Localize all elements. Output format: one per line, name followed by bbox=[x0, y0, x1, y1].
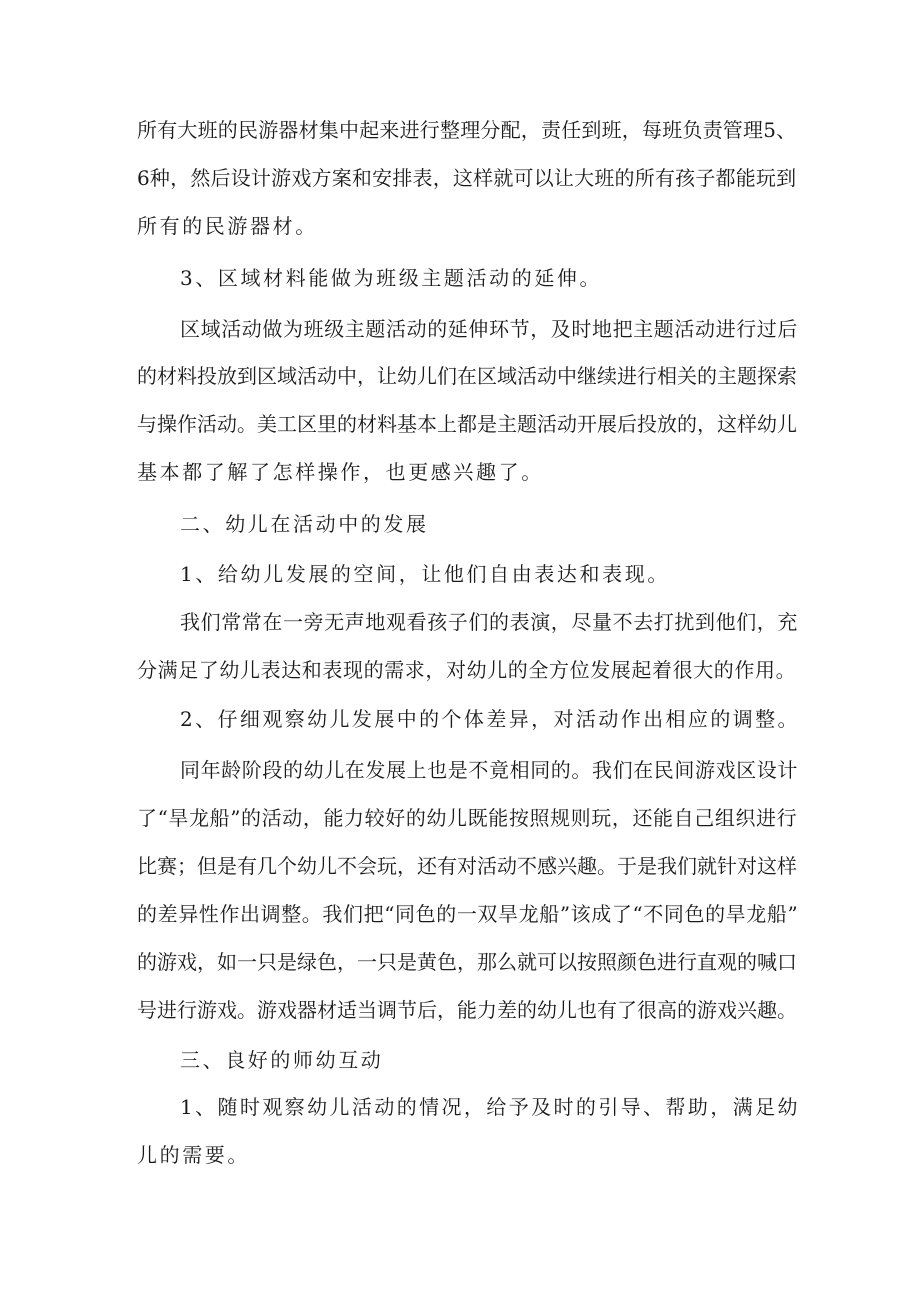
section-heading: 2、仔细观察幼儿发展中的个体差异，对活动作出相应的调整。 bbox=[180, 707, 800, 731]
paragraph-line: 分满足了幼儿表达和表现的需求，对幼儿的全方位发展起着很大的作用。 bbox=[137, 658, 797, 682]
section-heading: 1、随时观察幼儿活动的情况，给予及时的引导、帮助，满足幼 bbox=[180, 1095, 800, 1119]
paragraph-line: 与操作活动。美工区里的材料基本上都是主题活动开展后投放的，这样幼儿 bbox=[137, 412, 797, 436]
paragraph-line: 我们常常在一旁无声地观看孩子们的表演，尽量不去打扰到他们，充 bbox=[180, 610, 798, 634]
paragraph-line: 的差异性作出调整。我们把“同色的一双旱龙船”该成了“不同色的旱龙船” bbox=[137, 902, 799, 926]
paragraph-line: 的材料投放到区域活动中，让幼儿们在区域活动中继续进行相关的主题探索 bbox=[137, 364, 797, 388]
section-heading: 3、区域材料能做为班级主题活动的延伸。 bbox=[180, 266, 603, 290]
section-heading: 1、给幼儿发展的空间，让他们自由表达和表现。 bbox=[180, 562, 670, 586]
section-heading: 三、良好的师幼互动 bbox=[180, 1048, 384, 1072]
paragraph-line: 同年龄阶段的幼儿在发展上也是不竟相同的。我们在民间游戏区设计 bbox=[180, 758, 798, 782]
paragraph-line: 所有的民游器材。 bbox=[137, 214, 318, 238]
paragraph-line: 基本都了解了怎样操作，也更感兴趣了。 bbox=[137, 460, 544, 484]
paragraph-line: 比赛；但是有几个幼儿不会玩，还有对活动不感兴趣。于是我们就针对这样 bbox=[137, 854, 797, 878]
paragraph-line: 区域活动做为班级主题活动的延伸环节，及时地把主题活动进行过后 bbox=[180, 317, 798, 341]
paragraph-line: 的游戏，如一只是绿色，一只是黄色，那么就可以按照颜色进行直观的喊口 bbox=[137, 950, 797, 974]
paragraph-line: 号进行游戏。游戏器材适当调节后，能力差的幼儿也有了很高的游戏兴趣。 bbox=[137, 998, 797, 1022]
section-heading: 二、幼儿在活动中的发展 bbox=[180, 512, 429, 536]
paragraph-line: 所有大班的民游器材集中起来进行整理分配，责任到班，每班负责管理5、 bbox=[137, 118, 797, 142]
paragraph-line: 了“旱龙船”的活动，能力较好的幼儿既能按照规则玩，还能自己组织进行 bbox=[137, 806, 798, 830]
paragraph-line: 6种，然后设计游戏方案和安排表，这样就可以让大班的所有孩子都能玩到 bbox=[137, 166, 797, 190]
paragraph-line: 儿的需要。 bbox=[137, 1143, 250, 1167]
